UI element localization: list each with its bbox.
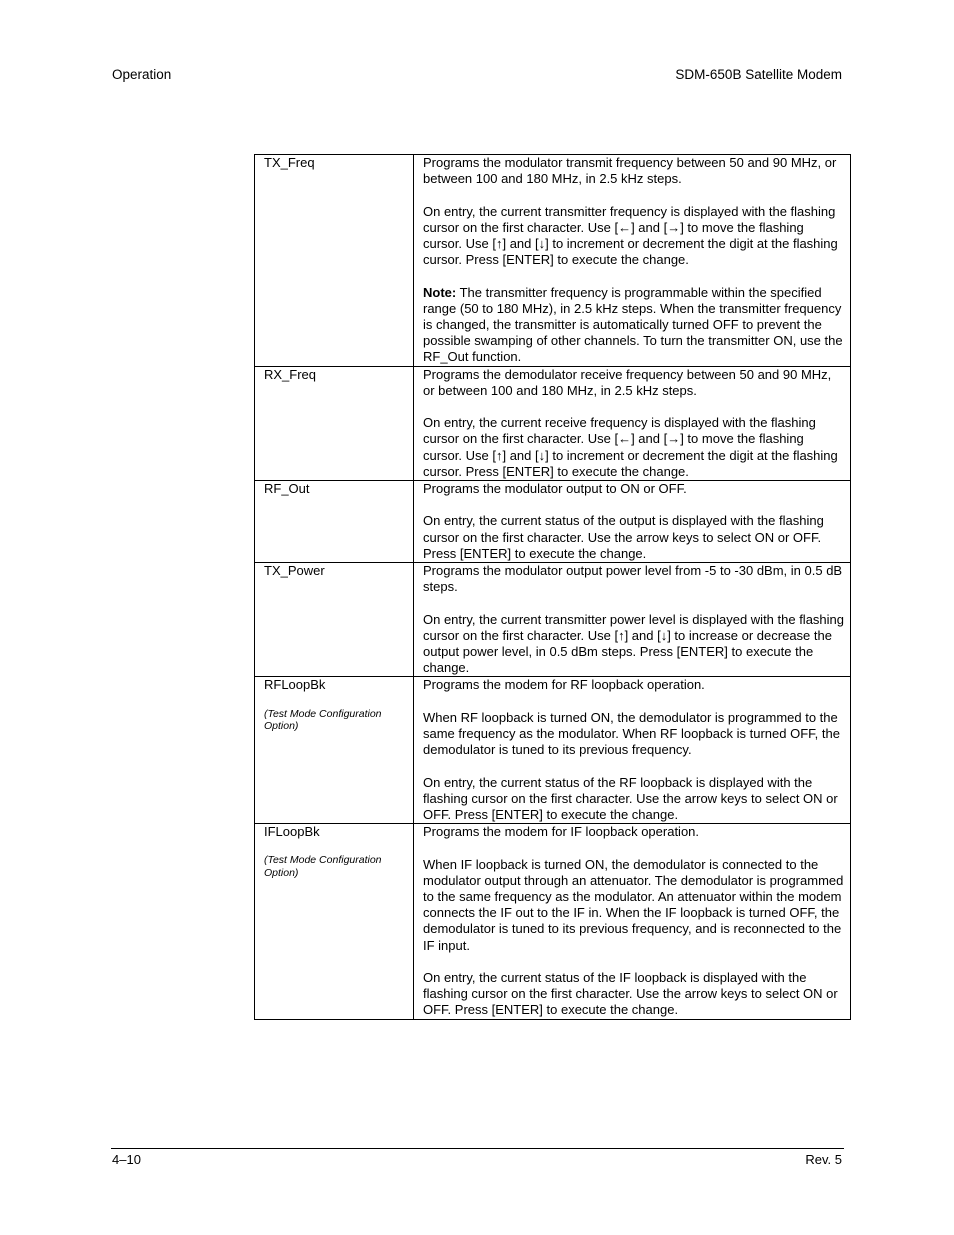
param-option-note: (Test Mode Configuration Option) xyxy=(264,707,382,733)
footer-rule xyxy=(111,1148,844,1149)
description-paragraph: Programs the modem for IF loopback operation. xyxy=(423,824,700,840)
note-text: The transmitter frequency is programmable within the specified range (50 to 180 MHz), in 2.5 kHz steps. When the transmitter frequency is changed, the transmitter is automatically turned OFF to prevent the possible swamping of other channels. To turn the transmitter ON, use the RF_Out function. xyxy=(423,284,843,365)
param-name: RFLoopBk xyxy=(264,677,326,693)
footer-page-number: 4–10 xyxy=(112,1152,141,1167)
header-section: Operation xyxy=(112,67,172,82)
footer-revision: Rev. 5 xyxy=(805,1152,842,1167)
param-description xyxy=(414,677,851,824)
param-name-cell xyxy=(255,824,414,1019)
table-row xyxy=(255,563,851,677)
table-row xyxy=(255,155,851,367)
description-paragraph: On entry, the current status of the RF loopback is displayed with the flashing cursor on the first character. Use the arrow keys to select ON or OFF. Press [ENTER] to execute the change. xyxy=(423,774,838,823)
description-paragraph: Programs the demodulator receive frequency between 50 and 90 MHz, or between 100 and 180 MHz, in 2.5 kHz steps. xyxy=(423,366,832,398)
param-name-cell xyxy=(255,677,414,824)
param-description xyxy=(414,563,851,677)
description-paragraph: Programs the modem for RF loopback operation. xyxy=(423,677,705,693)
table-row xyxy=(255,366,851,480)
param-name: TX_Power xyxy=(255,563,414,677)
description-paragraph: On entry, the current status of the output is displayed with the flashing cursor on the first character. Use the arrow keys to select ON or OFF. Press [ENTER] to execute the change. xyxy=(423,513,824,561)
param-name: RF_Out xyxy=(255,481,414,563)
description-paragraph: Programs the modulator output power level from -5 to -30 dBm, in 0.5 dB steps. xyxy=(423,563,843,595)
param-name: RX_Freq xyxy=(255,366,414,480)
param-description xyxy=(414,824,851,1019)
param-description xyxy=(414,366,851,480)
description-paragraph: When IF loopback is turned ON, the demodulator is connected to the modulator output through an attenuator. The demodulator is programmed to the same frequency as the modulator. An attenuator within the modem connects the IF out to the IF in. When the IF loopback is turned OFF, the demodulator is tuned to its previous frequency, and is reconnected to the IF input. xyxy=(423,856,844,953)
param-name: IFLoopBk xyxy=(264,824,320,840)
param-description xyxy=(414,155,851,367)
table-row xyxy=(255,481,851,563)
parameter-table xyxy=(254,154,851,1020)
table-row xyxy=(255,824,851,1019)
param-name: TX_Freq xyxy=(255,155,414,367)
param-description xyxy=(414,481,851,563)
note-label: Note: xyxy=(423,284,457,300)
description-paragraph: Programs the modulator transmit frequency between 50 and 90 MHz, or between 100 and 180 MHz, in 2.5 kHz steps. xyxy=(423,155,837,187)
description-paragraph: On entry, the current receive frequency is displayed with the flashing cursor on the first character. Use [←] and [→] to move the flashing cursor. Use [↑] and [↓] to increment or decrement the digit at the flashing cursor. Press [ENTER] to execute the change. xyxy=(423,415,838,479)
description-paragraph: On entry, the current transmitter frequency is displayed with the flashing cursor on the first character. Use [←] and [→] to move the flashing cursor. Use [↑] and [↓] to increment or decrement the digit at the flashing cursor. Press [ENTER] to execute the change. xyxy=(423,203,838,268)
description-paragraph: On entry, the current status of the IF loopback is displayed with the flashing cursor on the first character. Use the arrow keys to select ON or OFF. Press [ENTER] to execute the change. xyxy=(423,970,838,1018)
header-product: SDM-650B Satellite Modem xyxy=(675,67,842,82)
description-paragraph: When RF loopback is turned ON, the demodulator is programmed to the same frequency as the modulator. When RF loopback is turned OFF, the demodulator is tuned to its previous frequency. xyxy=(423,709,840,758)
description-paragraph: Programs the modulator output to ON or OFF. xyxy=(423,481,687,497)
param-option-note: (Test Mode Configuration Option) xyxy=(264,854,382,879)
note-paragraph xyxy=(423,285,846,366)
table-row xyxy=(255,677,851,824)
description-paragraph: On entry, the current transmitter power level is displayed with the flashing cursor on the first character. Use [↑] and [↓] to increase or decrease the output power level, in 0.5 dBm steps. Press [ENTER] to execute the change. xyxy=(423,611,845,676)
